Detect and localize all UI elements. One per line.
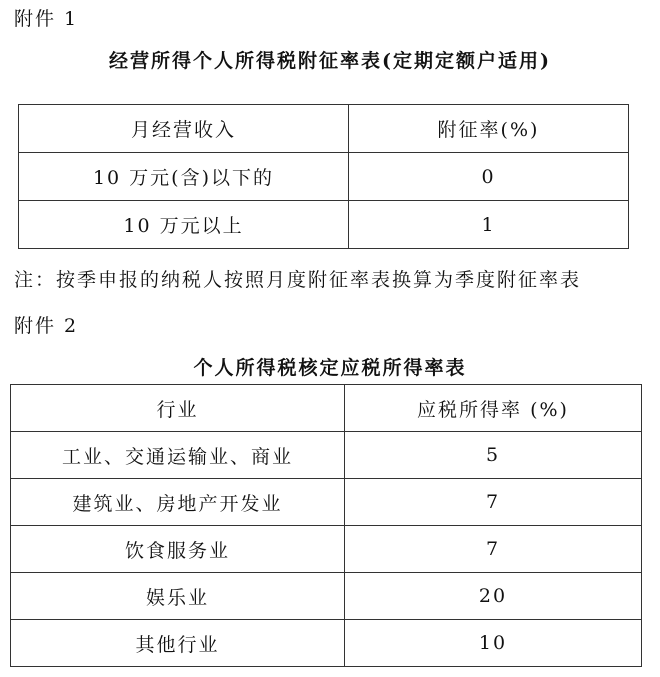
- header-monthly-income: 月经营收入: [19, 105, 349, 153]
- header-surcharge-rate: 附征率(%): [349, 105, 629, 153]
- industry-cell: 其他行业: [11, 620, 345, 667]
- table-header-row: [19, 105, 629, 153]
- rate-cell: 20: [345, 573, 642, 620]
- industry-cell: 工业、交通运输业、商业: [11, 432, 345, 479]
- table-row: [11, 620, 642, 667]
- table-row: [19, 201, 629, 249]
- attachment-2-title: 个人所得税核定应税所得率表: [193, 357, 467, 379]
- header-taxable-rate: 应税所得率 (%): [345, 385, 642, 432]
- rate-cell: 0: [349, 153, 629, 201]
- table-row: [11, 573, 642, 620]
- industry-cell: 饮食服务业: [11, 526, 345, 573]
- table-header-row: [11, 385, 642, 432]
- table-row: [11, 526, 642, 573]
- industry-cell: 娱乐业: [11, 573, 345, 620]
- attachment-1-label: 附件 1: [14, 8, 79, 30]
- rate-cell: 5: [345, 432, 642, 479]
- income-range-cell: 10 万元以上: [19, 201, 349, 249]
- surcharge-rate-table: [18, 104, 629, 249]
- rate-cell: 7: [345, 526, 642, 573]
- attachment-1-title: 经营所得个人所得税附征率表(定期定额户适用): [109, 50, 551, 72]
- table-row: [11, 479, 642, 526]
- rate-cell: 1: [349, 201, 629, 249]
- table-row: [19, 153, 629, 201]
- table-note: 注：按季申报的纳税人按照月度附征率表换算为季度附征率表: [14, 269, 582, 291]
- rate-cell: 10: [345, 620, 642, 667]
- attachment-2-label: 附件 2: [14, 315, 79, 337]
- rate-cell: 7: [345, 479, 642, 526]
- table-row: [11, 432, 642, 479]
- income-range-cell: 10 万元(含)以下的: [19, 153, 349, 201]
- taxable-income-rate-table: [10, 384, 642, 667]
- industry-cell: 建筑业、房地产开发业: [11, 479, 345, 526]
- header-industry: 行业: [11, 385, 345, 432]
